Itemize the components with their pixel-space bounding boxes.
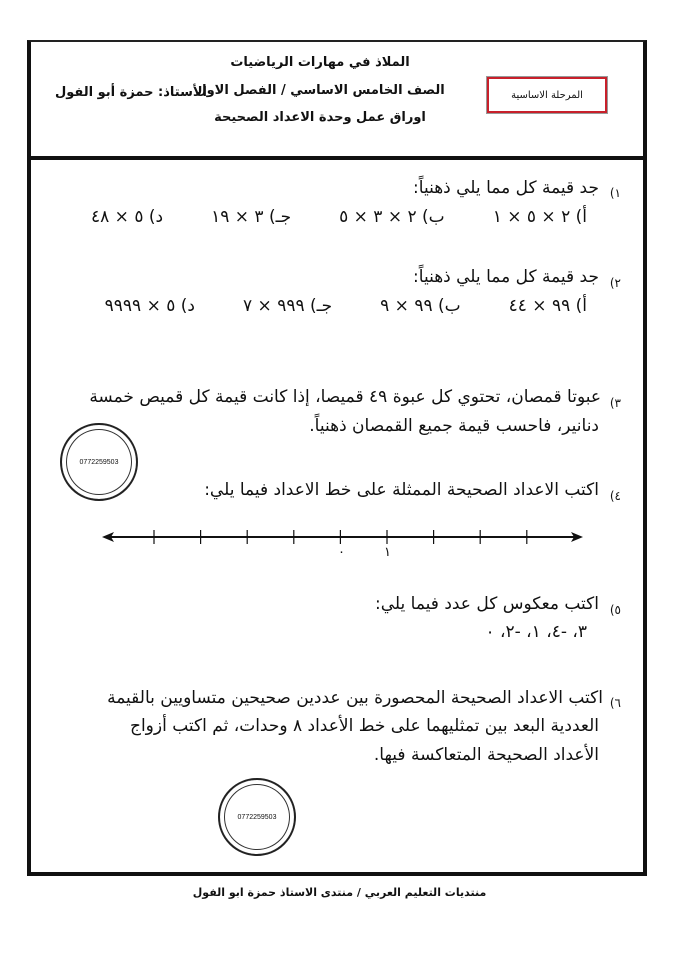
question-number: ٣) [609, 396, 621, 410]
question-2-text: جد قيمة كل مما يلي ذهنياً: [413, 267, 599, 287]
stamp-phone: 0772259503 [79, 458, 119, 466]
question-number: ٢) [609, 276, 621, 290]
question-4-text: اكتب الاعداد الصحيحة الممثلة على خط الاعداد فيما يلي: [204, 480, 599, 500]
question-6-line: اكتب الاعداد الصحيحة المحصورة بين عددين صحيحين متساويين بالقيمة [107, 688, 603, 708]
item: جـ) ٩٩٩ × ٧ [242, 296, 333, 316]
question-5-text: اكتب معكوس كل عدد فيما يلي: [374, 594, 599, 614]
question-6-line: العددية البعد بين تمثليهما على خط الأعداد ٨ وحدات، ثم اكتب أزواج [129, 716, 599, 736]
worksheet-title: الملاذ في مهارات الرياضيات [230, 55, 410, 70]
teacher-name: الأستاذ: حمزة أبو الفول [55, 85, 208, 100]
body-frame [27, 158, 647, 876]
stamp-seal [218, 778, 296, 856]
number-line-label-0: ٠ [338, 545, 345, 560]
unit-label: اوراق عمل وحدة الاعداد الصحيحة [214, 110, 426, 125]
item: ب) ٢ × ٣ × ٥ [339, 207, 445, 227]
item: ب) ٩٩ × ٩ [380, 296, 461, 316]
item: د) ٥ × ٤٨ [91, 207, 164, 227]
question-1-items [43, 207, 587, 227]
item: د) ٥ × ٩٩٩٩ [104, 296, 195, 316]
question-number: ٥) [609, 603, 621, 617]
question-number: ٤) [609, 489, 621, 503]
question-number: ٦) [609, 696, 621, 710]
stamp-phone: 0772259503 [237, 813, 277, 821]
footer-text: منتديات التعليم العربي / منتدى الاستاذ حمزة ابو الفول [192, 886, 487, 899]
question-5-values: ٣، -٤، ١، -٢، ٠ [485, 622, 587, 642]
item: أ) ٩٩ × ٤٤ [508, 296, 587, 316]
item: أ) ٢ × ٥ × ١ [492, 207, 587, 227]
question-1-text: جد قيمة كل مما يلي ذهنياً: [413, 178, 599, 198]
question-number: ١) [609, 186, 621, 200]
stamp-seal [60, 423, 138, 501]
stage-box: المرحلة الاساسية [487, 77, 607, 113]
question-3-line: عبوتا قمصان، تحتوي كل عبوة ٤٩ قميصا، إذا كانت قيمة كل قميص خمسة [89, 387, 601, 407]
question-2-items [57, 296, 587, 316]
number-line-label-1: ١ [384, 545, 391, 560]
question-6-line: الأعداد الصحيحة المتعاكسة فيها. [373, 745, 599, 765]
grade-label: الصف الخامس الاساسي / الفصل الاول [195, 83, 445, 98]
item: جـ) ٣ × ١٩ [211, 207, 292, 227]
question-3-line: دنانير، فاحسب قيمة جميع القمصان ذهنياً. [309, 416, 599, 436]
